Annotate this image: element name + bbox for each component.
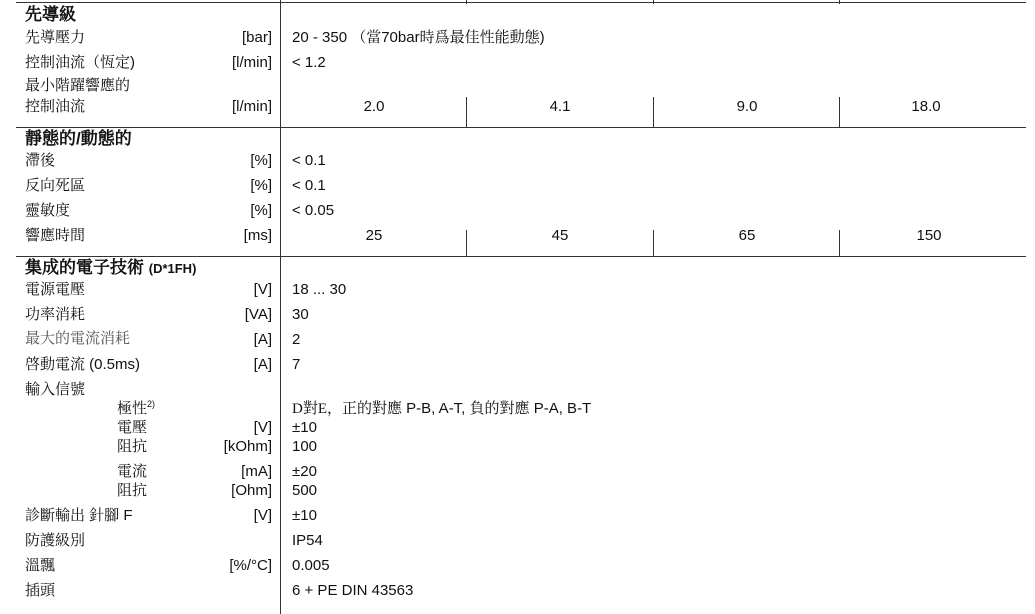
row-label: 電源電壓 xyxy=(25,281,86,298)
main-column-divider xyxy=(280,0,281,614)
row-unit: [Ohm] xyxy=(231,482,272,499)
row-unit: [%/°C] xyxy=(229,557,272,574)
row-value: < 0.1 xyxy=(292,177,326,194)
section-rule-static xyxy=(16,127,1026,128)
flow-col-divider-1 xyxy=(466,97,467,127)
row-value: < 0.1 xyxy=(292,152,326,169)
row-label: 阻抗 xyxy=(117,482,148,499)
row-label: 溫飄 xyxy=(25,557,56,574)
polarity-label xyxy=(117,401,155,416)
top-rule xyxy=(16,2,1026,3)
row-label: 啓動電流 (0.5ms) xyxy=(25,356,141,373)
flow-value-2: 4.1 xyxy=(549,98,571,115)
row-label: 控制油流 xyxy=(25,98,86,115)
section-rule-electronics xyxy=(16,256,1026,257)
row-label: 最小階躍響應的 xyxy=(25,77,131,94)
row-label: 滯後 xyxy=(25,152,56,169)
row-value: 2 xyxy=(292,331,301,348)
row-unit: [l/min] xyxy=(231,54,272,71)
resp-col-divider-1 xyxy=(466,230,467,256)
resp-value-3: 65 xyxy=(738,227,756,244)
row-value: IP54 xyxy=(292,532,323,549)
row-label: 控制油流（恆定) xyxy=(25,54,135,71)
row-label: 阻抗 xyxy=(117,438,148,455)
row-value: ±10 xyxy=(292,419,317,436)
resp-col-divider-3 xyxy=(839,230,840,256)
row-value: 18 ... 30 xyxy=(292,281,347,298)
polarity-part-c: 負的對應 xyxy=(469,401,530,417)
resp-value-4: 150 xyxy=(916,227,942,244)
row-unit: [VA] xyxy=(244,306,272,323)
flow-value-3: 9.0 xyxy=(736,98,758,115)
row-value: 7 xyxy=(292,356,301,373)
section-title-text: 集成的電子技術 xyxy=(25,258,144,277)
row-label: 功率消耗 xyxy=(25,306,86,323)
row-unit: [%] xyxy=(250,177,272,194)
flow-col-divider-2 xyxy=(653,97,654,127)
row-value: 100 xyxy=(292,438,318,455)
section-title-electronics xyxy=(25,259,196,276)
top-col-divider-2 xyxy=(653,0,654,4)
row-unit: [V] xyxy=(253,507,272,524)
row-label: 靈敏度 xyxy=(25,202,71,219)
flow-value-1: 2.0 xyxy=(363,98,385,115)
row-unit: [l/min] xyxy=(231,98,272,115)
row-unit: [A] xyxy=(253,356,272,373)
polarity-part-b: P-B, A-T, xyxy=(406,400,466,417)
row-label: 插頭 xyxy=(25,582,56,599)
row-label: 診斷輸出 針腳 F xyxy=(25,507,133,524)
row-value: < 1.2 xyxy=(292,54,326,71)
polarity-part-d: P-A, B-T xyxy=(533,400,592,417)
resp-value-1: 25 xyxy=(365,227,383,244)
row-unit: [%] xyxy=(250,152,272,169)
row-label: 輸入信號 xyxy=(25,381,86,398)
row-value: 0.005 xyxy=(292,557,330,574)
section-title-suffix: (D*1FH) xyxy=(148,261,197,276)
row-value: 500 xyxy=(292,482,318,499)
row-unit: [V] xyxy=(253,419,272,436)
row-unit: [A] xyxy=(253,331,272,348)
row-unit: [%] xyxy=(250,202,272,219)
row-value: ±20 xyxy=(292,463,317,480)
row-label: 先導壓力 xyxy=(25,29,86,46)
flow-value-4: 18.0 xyxy=(911,98,941,115)
top-col-divider-1 xyxy=(466,0,467,4)
row-label: 防護級別 xyxy=(25,532,86,549)
resp-col-divider-2 xyxy=(653,230,654,256)
footnote-marker: 2) xyxy=(147,399,156,409)
section-title-pilot: 先導級 xyxy=(25,5,76,24)
row-value: < 0.05 xyxy=(292,202,335,219)
row-value: ±10 xyxy=(292,507,317,524)
resp-value-2: 45 xyxy=(551,227,569,244)
top-col-divider-3 xyxy=(839,0,840,4)
row-unit: [ms] xyxy=(243,227,272,244)
row-unit: [V] xyxy=(253,281,272,298)
row-label: 反向死區 xyxy=(25,177,86,194)
row-value: 20 - 350 （當70bar時爲最佳性能動態) xyxy=(292,29,545,46)
row-label: 響應時間 xyxy=(25,227,86,244)
polarity-label-text: 極性 xyxy=(117,400,148,417)
section-title-static-dynamic: 靜態的/動態的 xyxy=(25,129,132,148)
row-unit: [kOhm] xyxy=(223,438,272,455)
row-label: 電壓 xyxy=(117,419,148,436)
row-unit: [mA] xyxy=(241,463,272,480)
row-value: 30 xyxy=(292,306,309,323)
row-unit: [bar] xyxy=(241,29,272,46)
row-label: 最大的電流消耗 xyxy=(25,331,131,347)
polarity-part-a: D對E，正的對應 xyxy=(292,401,402,417)
row-value: 6 + PE DIN 43563 xyxy=(292,582,414,599)
row-label: 電流 xyxy=(117,463,148,480)
flow-col-divider-3 xyxy=(839,97,840,127)
polarity-value xyxy=(292,401,591,417)
